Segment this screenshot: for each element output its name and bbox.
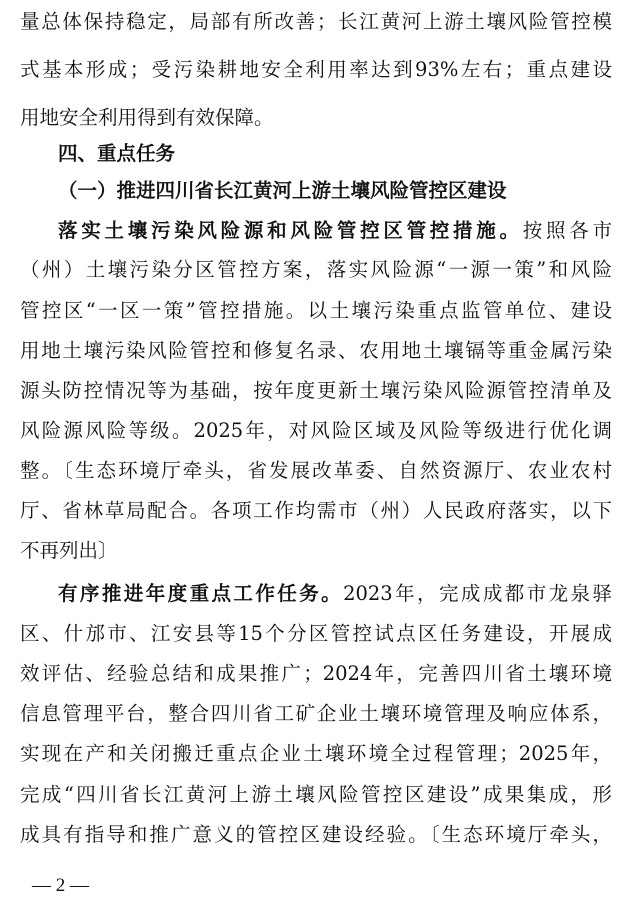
body-text-line: 信息管理平台，整合四川省工矿企业土壤环境管理及响应体系， [20, 702, 612, 725]
section-heading: 四、重点任务 [58, 142, 176, 165]
body-text-line: 管控区“一区一策”管控措施。以土壤污染重点监管单位、建设 [20, 299, 612, 322]
body-text-line: 不再列出〕 [20, 539, 118, 562]
body-text-line: 实现在产和关闭搬迁重点企业土壤环境全过程管理；2025年， [20, 742, 612, 765]
body-text-line: 效评估、经验总结和成果推广；2024年，完善四川省土壤环境 [20, 662, 612, 685]
paragraph-text: 按照各市 [522, 219, 612, 242]
body-text-line: 整。〔生态环境厅牵头，省发展改革委、自然资源厅、农业农村 [20, 459, 612, 482]
paragraph-text: 2023年，完成成都市龙泉驿 [343, 582, 612, 605]
body-text-line: 厅、省林草局配合。各项工作均需市（州）人民政府落实，以下 [20, 499, 612, 522]
body-text-line: （州）土壤污染分区管控方案，落实风险源“一源一策”和风险 [20, 258, 612, 281]
paragraph-first-line [58, 574, 612, 614]
body-text-line: 式基本形成；受污染耕地安全利用率达到93%左右；重点建设 [20, 58, 612, 81]
bold-lead-text: 落实土壤污染风险源和风险管控区管控措施。 [58, 219, 523, 242]
body-text-line: 源头防控情况等为基础，按年度更新土壤污染风险源管控清单及 [20, 379, 612, 402]
body-text-line: 风险源风险等级。2025年，对风险区域及风险等级进行优化调 [20, 419, 612, 442]
body-text-line: 完成“四川省长江黄河上游土壤风险管控区建设”成果集成，形 [20, 783, 612, 806]
subsection-heading: （一）推进四川省长江黄河上游土壤风险管控区建设 [58, 179, 507, 202]
body-text-line: 区、什邡市、江安县等15个分区管控试点区任务建设，开展成 [20, 622, 612, 645]
bold-lead-text: 有序推进年度重点工作任务。 [58, 582, 344, 605]
paragraph-first-line [58, 211, 612, 251]
page-number: — 2 — [32, 875, 89, 896]
body-text-line: 量总体保持稳定，局部有所改善；长江黄河上游土壤风险管控模 [20, 10, 612, 33]
body-text-line: 成具有指导和推广意义的管控区建设经验。〔生态环境厅牵头， [20, 823, 612, 846]
body-text-line: 用地土壤污染风险管控和修复名录、农用地土壤镉等重金属污染 [20, 339, 612, 362]
body-text-line: 用地安全利用得到有效保障。 [20, 106, 274, 129]
